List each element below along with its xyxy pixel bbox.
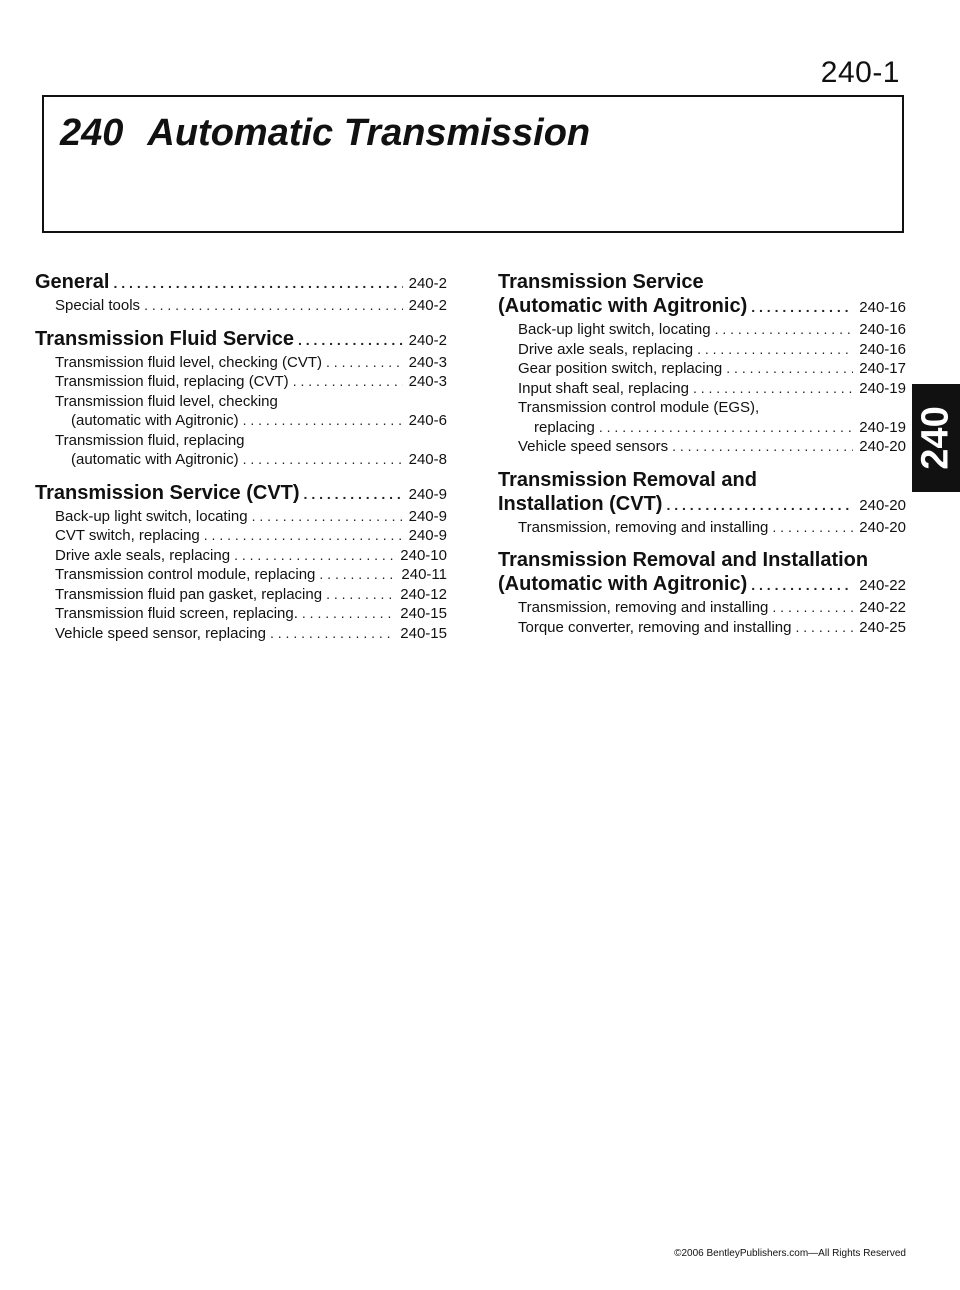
toc-entry-label: Drive axle seals, replacing <box>518 340 694 358</box>
toc-page-ref: 240-3 <box>408 373 447 390</box>
dot-leader <box>270 624 394 644</box>
chapter-tab-label: 240 <box>914 406 957 470</box>
toc-page-ref: 240-15 <box>400 605 447 622</box>
dot-leader <box>252 507 403 527</box>
toc-entry-label: Transmission fluid level, checking <box>55 392 278 410</box>
toc-heading-row[interactable] <box>498 294 906 320</box>
dot-leader <box>113 271 402 295</box>
toc-page-ref: 240-12 <box>400 585 447 603</box>
toc-heading[interactable]: Transmission Service <box>498 271 704 293</box>
dot-leader <box>326 585 394 605</box>
dot-leader <box>234 546 394 566</box>
dot-leader <box>302 604 394 624</box>
dot-leader <box>672 437 853 457</box>
dot-leader <box>243 450 403 470</box>
toc-entry-label-cont: (automatic with Agitronic) <box>71 412 239 429</box>
dot-leader <box>751 295 853 319</box>
toc-entry[interactable] <box>35 585 447 605</box>
toc-page-ref: 240-19 <box>859 379 906 397</box>
dot-leader <box>693 379 853 399</box>
toc-entry[interactable] <box>498 518 906 538</box>
toc-heading-row[interactable] <box>35 327 447 353</box>
dot-leader <box>319 565 395 585</box>
toc-entry-first-line[interactable] <box>498 398 906 418</box>
toc-page-ref: 240-16 <box>859 340 906 358</box>
toc-page-ref: 240-20 <box>859 438 906 455</box>
toc-heading[interactable]: Transmission Removal and Installation <box>498 549 869 571</box>
dot-leader <box>204 526 403 546</box>
dot-leader <box>144 296 403 316</box>
page-number: 240-1 <box>820 56 900 89</box>
toc-heading-row[interactable] <box>35 481 447 507</box>
dot-leader <box>298 328 403 352</box>
toc-page-ref: 240-11 <box>401 566 447 583</box>
toc-entry-label: Transmission, removing and installing <box>518 518 769 536</box>
toc-entry-label-cont: (automatic with Agitronic) <box>71 451 239 468</box>
chapter-number: 240 <box>60 112 124 154</box>
dot-leader <box>697 340 853 360</box>
toc-entry[interactable] <box>498 437 906 457</box>
toc-entry-label: Transmission fluid screen, replacing. <box>55 605 298 622</box>
toc-left-column <box>35 270 447 654</box>
toc-entry[interactable] <box>35 353 447 373</box>
toc-entry-first-line[interactable] <box>35 392 447 412</box>
chapter-tab <box>912 384 960 492</box>
toc-entry-label: Gear position switch, replacing <box>518 360 723 377</box>
chapter-name: Automatic Transmission <box>147 112 591 154</box>
toc-entry[interactable] <box>35 507 447 527</box>
dot-leader <box>666 493 853 517</box>
toc-entry-label: Back-up light switch, locating <box>518 321 711 338</box>
toc-page-ref: 240-17 <box>859 360 906 377</box>
toc-page-ref: 240-3 <box>408 353 447 371</box>
toc-section-service-cvt <box>35 481 447 644</box>
toc-entry-label: Transmission fluid, replacing (CVT) <box>55 373 289 390</box>
toc-section-removal-agitronic <box>498 548 906 637</box>
toc-entry-label: Vehicle speed sensors <box>518 438 669 455</box>
dot-leader <box>715 320 854 340</box>
toc-entry-continuation[interactable] <box>35 411 447 431</box>
toc-page-ref: 240-2 <box>408 275 447 292</box>
toc-entry[interactable] <box>35 604 447 624</box>
toc-heading: Transmission Service (CVT) <box>35 481 300 504</box>
toc-page-ref: 240-9 <box>408 485 447 503</box>
toc-entry[interactable] <box>35 565 447 585</box>
toc-page-ref: 240-8 <box>408 451 447 468</box>
toc-page-ref: 240-2 <box>408 297 447 314</box>
toc-section-service-agitronic <box>498 270 906 457</box>
toc-page-ref: 240-2 <box>408 331 447 349</box>
toc-heading-row[interactable] <box>498 572 906 598</box>
toc-entry-label: Transmission fluid, replacing <box>55 431 245 449</box>
dot-leader <box>726 359 853 379</box>
copyright-notice: ©2006 BentleyPublishers.com—All Rights Reserved <box>674 1248 906 1259</box>
toc-entry[interactable] <box>35 372 447 392</box>
toc-right-column <box>498 270 906 648</box>
toc-heading: (Automatic with Agitronic) <box>498 573 748 595</box>
toc-entry[interactable] <box>498 359 906 379</box>
toc-entry-continuation[interactable] <box>498 418 906 438</box>
toc-section-removal-cvt <box>498 468 906 538</box>
toc-entry[interactable] <box>498 340 906 360</box>
toc-entry-label: Input shaft seal, replacing <box>518 379 689 397</box>
toc-heading: Transmission Fluid Service <box>35 327 294 350</box>
toc-heading-row[interactable] <box>498 492 906 518</box>
toc-entry-label: Vehicle speed sensor, replacing <box>55 624 266 642</box>
toc-entry-first-line[interactable] <box>35 431 447 451</box>
toc-page-ref: 240-9 <box>408 527 447 544</box>
toc-page-ref: 240-16 <box>859 321 906 338</box>
toc-entry-label-cont: replacing <box>534 418 595 436</box>
toc-entry-label: Drive axle seals, replacing <box>55 546 231 564</box>
toc-page-ref: 240-25 <box>859 618 906 636</box>
toc-entry-label: Transmission control module, replacing <box>55 566 316 583</box>
toc-entry-label: Special tools <box>55 297 141 314</box>
toc-entry-label: Torque converter, removing and installing <box>518 618 792 636</box>
dot-leader <box>293 372 403 392</box>
toc-entry-label: Transmission control module (EGS), <box>518 399 760 416</box>
toc-entry[interactable] <box>498 379 906 399</box>
toc-entry[interactable] <box>498 618 906 638</box>
toc-entry-label: Transmission fluid pan gasket, replacing <box>55 585 323 603</box>
toc-heading[interactable]: Transmission Removal and <box>498 468 757 491</box>
toc-entry-label: CVT switch, replacing <box>55 527 200 544</box>
toc-page-ref: 240-22 <box>859 577 906 594</box>
toc-page-ref: 240-20 <box>859 496 906 514</box>
toc-page-ref: 240-15 <box>400 624 447 642</box>
toc-entry-label: Transmission fluid level, checking (CVT) <box>55 353 323 371</box>
toc-page-ref: 240-22 <box>859 599 906 616</box>
dot-leader <box>243 411 403 431</box>
toc-heading: (Automatic with Agitronic) <box>498 295 748 317</box>
dot-leader <box>326 353 403 373</box>
toc-entry[interactable] <box>35 296 447 316</box>
toc-section-fluid-service <box>35 327 447 470</box>
toc-entry[interactable] <box>498 320 906 340</box>
toc-entry-label: Transmission, removing and installing <box>518 599 769 616</box>
toc-heading: Installation (CVT) <box>498 492 663 515</box>
toc-entry[interactable] <box>35 624 447 644</box>
toc-heading-row[interactable] <box>35 270 447 296</box>
dot-leader <box>796 618 854 638</box>
dot-leader <box>772 598 853 618</box>
dot-leader <box>304 482 403 506</box>
dot-leader <box>772 518 853 538</box>
toc-entry-label: Back-up light switch, locating <box>55 507 248 525</box>
toc-page-ref: 240-16 <box>859 299 906 316</box>
toc-page-ref: 240-9 <box>408 507 447 525</box>
toc-section-general <box>35 270 447 316</box>
dot-leader <box>751 573 853 597</box>
toc-heading: General <box>35 271 110 293</box>
toc-entry-continuation[interactable] <box>35 450 447 470</box>
toc-entry[interactable] <box>498 598 906 618</box>
toc-page-ref: 240-10 <box>400 546 447 564</box>
toc-page-ref: 240-20 <box>859 518 906 536</box>
chapter-title <box>60 112 590 155</box>
toc-entry[interactable] <box>35 526 447 546</box>
dot-leader <box>599 418 853 438</box>
toc-entry[interactable] <box>35 546 447 566</box>
toc-page-ref: 240-6 <box>408 412 447 429</box>
toc-page-ref: 240-19 <box>859 418 906 436</box>
